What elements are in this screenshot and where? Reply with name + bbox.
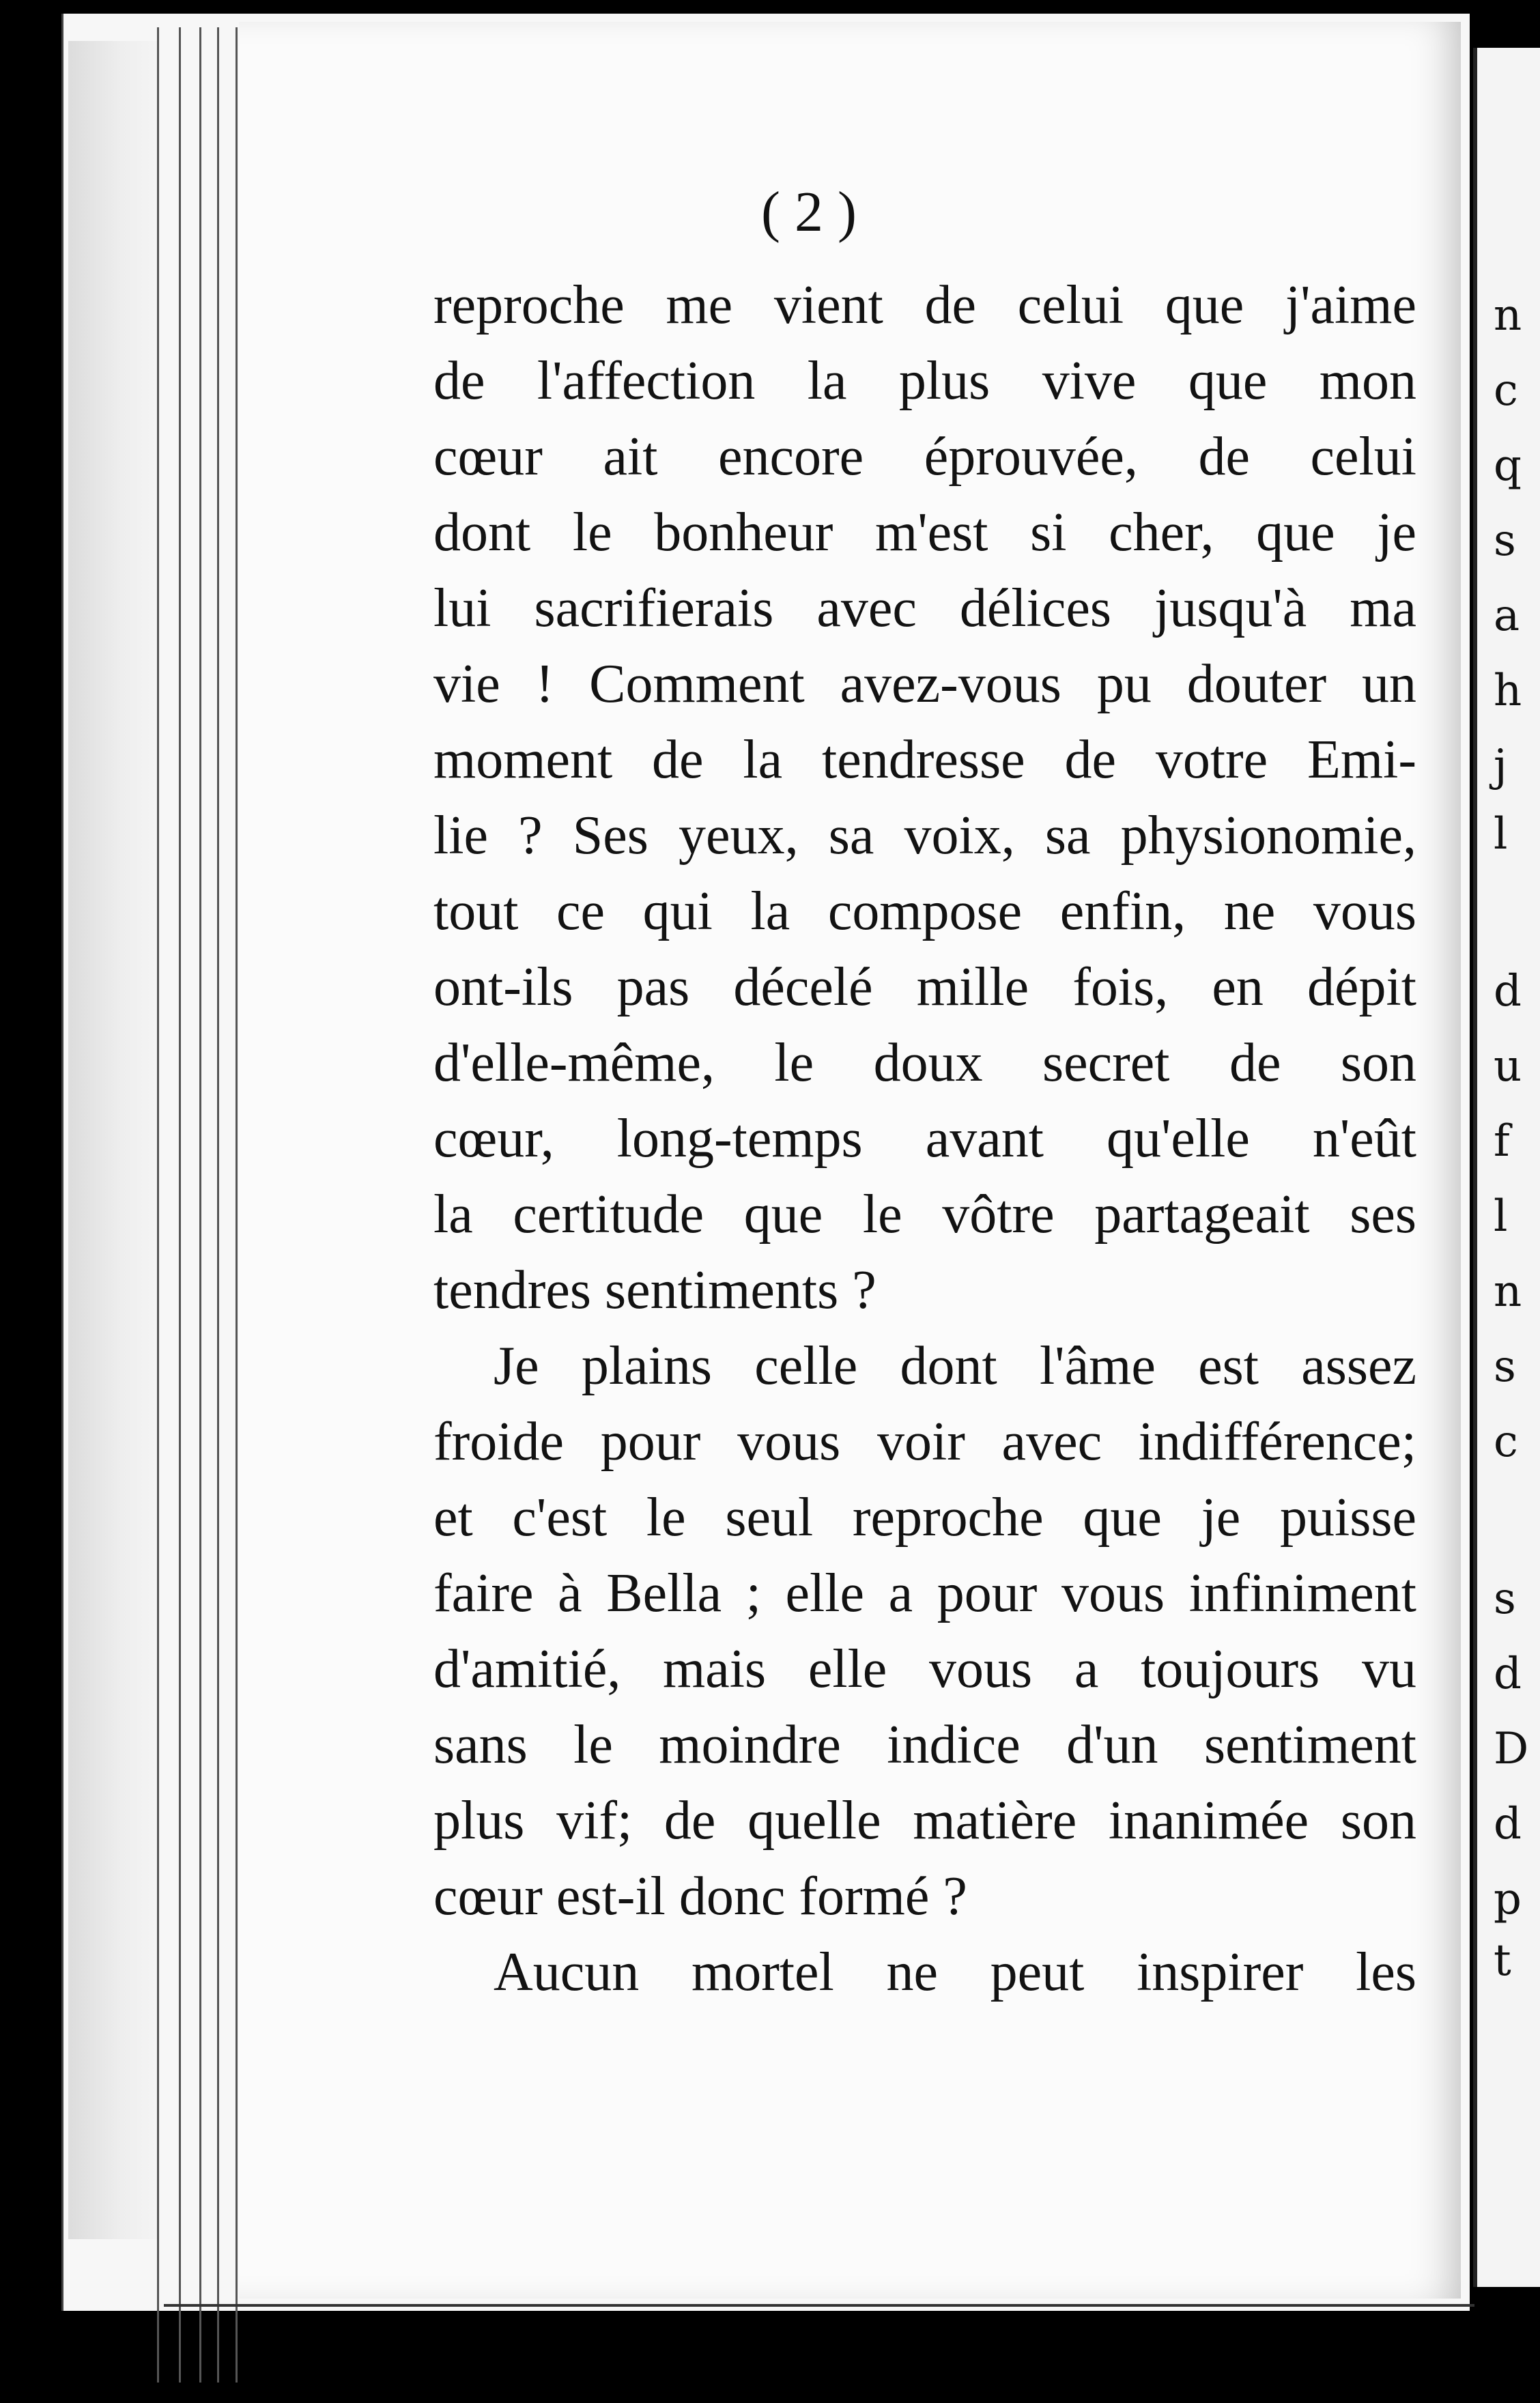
facing-page-letter: d [1494,1649,1522,1699]
facing-page-letter: s [1494,1341,1516,1392]
text-line: cœur, long-temps avant qu'elle n'eût [433,1109,1416,1169]
page-edge-line [157,27,159,2383]
facing-page-letter: l [1494,809,1508,859]
text-line: de l'affection la plus vive que mon [433,351,1416,411]
text-line: vie ! Comment avez-vous pu douter un [433,654,1416,714]
text-line: cœur ait encore éprouvée, de celui [433,427,1416,487]
page-edge-line [179,27,181,2383]
facing-page-letter: s [1494,1574,1516,1624]
page-edge-shading [68,41,157,2239]
page-text-block [433,268,1416,2010]
facing-page-letter: l [1494,1191,1508,1242]
text-line: lie ? Ses yeux, sa voix, sa physionomie, [433,806,1416,866]
facing-page-letter: c [1494,1417,1518,1467]
text-line: plus vif; de quelle matière inanimée son [433,1791,1416,1851]
text-line: lui sacrifierais avec délices jusqu'à ma [433,578,1416,638]
text-line: dont le bonheur m'est si cher, que je [433,502,1416,563]
page-edge-line [199,27,201,2383]
facing-page-letter: h [1494,666,1522,716]
facing-page-letter: n [1494,1266,1522,1317]
text-line: sans le moindre indice d'un sentiment [433,1715,1416,1775]
facing-page-letter: j [1494,741,1507,791]
text-line: tout ce qui la compose enfin, ne vous [433,881,1416,941]
text-line: Je plains celle dont l'âme est assez [494,1336,1416,1396]
page-bottom-edge [164,2304,1474,2307]
text-line: d'elle-même, le doux secret de son [433,1033,1416,1093]
facing-page-letter: f [1494,1116,1510,1167]
facing-page-letter: n [1494,290,1522,341]
facing-page-letter: a [1494,591,1520,641]
facing-page-letter: t [1494,1935,1511,1986]
page-number: ( 2 ) [761,180,857,244]
text-line: Aucun mortel ne peut inspirer les [494,1942,1416,2002]
facing-page-letter: q [1494,440,1522,491]
facing-page-letter: D [1494,1724,1529,1774]
text-line: faire à Bella ; elle a pour vous infiniment [433,1563,1416,1623]
facing-page-letter: d [1494,966,1522,1016]
page-edge-line [217,27,219,2383]
facing-page-letter: d [1494,1799,1522,1849]
text-line: d'amitié, mais elle vous a toujours vu [433,1639,1416,1699]
text-line: cœur est-il donc formé ? [433,1866,967,1926]
text-line: et c'est le seul reproche que je puisse [433,1488,1416,1548]
facing-page-letter: p [1494,1874,1522,1924]
text-line: tendres sentiments ? [433,1260,876,1320]
text-line: ont-ils pas décelé mille fois, en dépit [433,957,1416,1017]
text-line: la certitude que le vôtre partageait ses [433,1184,1416,1245]
text-line: froide pour vous voir avec indifférence; [433,1412,1416,1472]
page-edge-line [236,27,238,2383]
facing-page-letter: u [1494,1041,1522,1092]
text-line: reproche me vient de celui que j'aime [433,275,1416,335]
facing-page-letter: s [1494,515,1516,566]
facing-page-edge [1473,48,1540,2287]
text-line: moment de la tendresse de votre Emi- [433,730,1416,790]
facing-page-letter: c [1494,365,1518,416]
book-page [239,22,1461,2299]
